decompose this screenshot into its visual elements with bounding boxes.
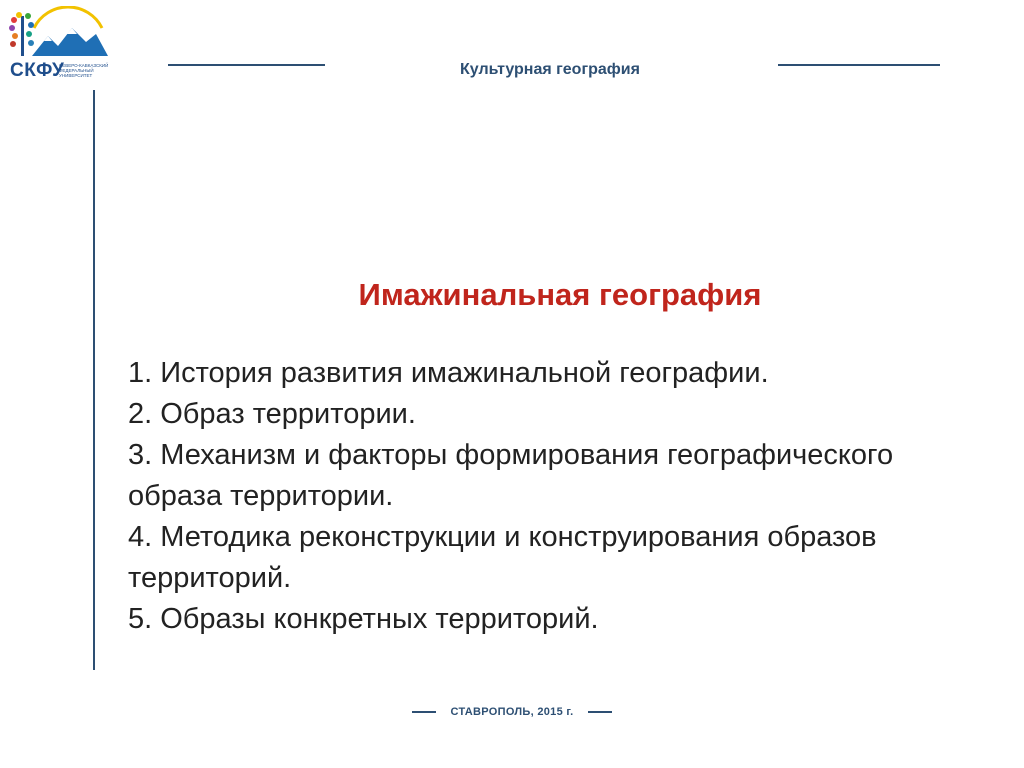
list-item: 1. История развития имажинальной географии. (128, 357, 769, 389)
footer (0, 703, 1024, 723)
university-logo (4, 6, 112, 80)
vertical-divider (93, 90, 95, 670)
topic-list (128, 353, 948, 640)
header-title: Культурная география (460, 61, 640, 78)
logo-abbreviation: СКФУ (10, 60, 65, 81)
list-item: 5. Образы конкретных территорий. (128, 603, 599, 635)
header-divider-left (168, 64, 325, 66)
list-item: 4. Методика реконструкции и конструирования образов территорий. (128, 521, 877, 594)
slide-title: Имажинальная география (358, 277, 762, 312)
logo-subtitle: СЕВЕРО-КАВКАЗСКИЙ ФЕДЕРАЛЬНЫЙ УНИВЕРСИТЕТ (59, 63, 109, 78)
logo-emblem-icon (4, 6, 112, 62)
list-item: 3. Механизм и факторы формирования географического образа территории. (128, 439, 894, 512)
footer-location-year: СТАВРОПОЛЬ, 2015 г. (450, 705, 574, 718)
header-divider-right (778, 64, 940, 66)
footer-dash-right (588, 711, 612, 713)
footer-dash-left (412, 711, 436, 713)
list-item: 2. Образ территории. (128, 398, 416, 430)
